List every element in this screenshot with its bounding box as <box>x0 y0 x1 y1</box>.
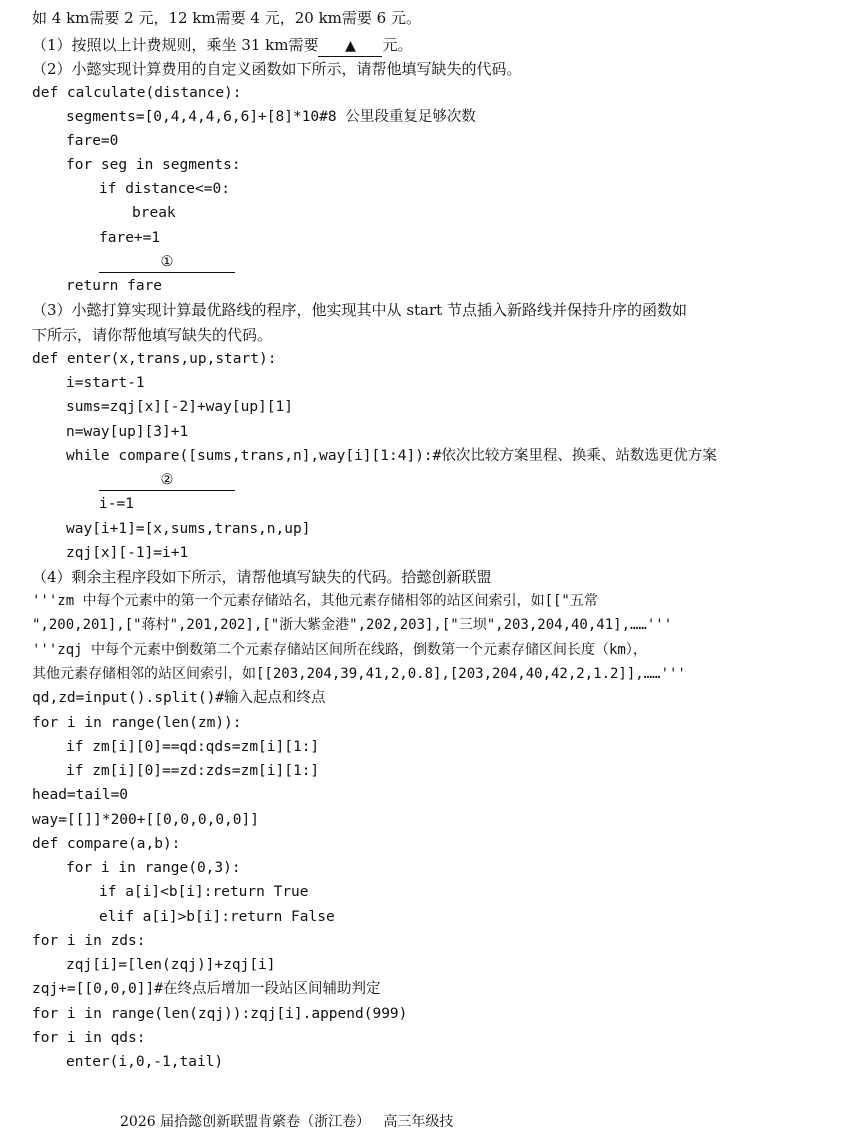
answer-blank-2[interactable] <box>99 471 235 491</box>
code-line: zqj[x][-1]=i+1 <box>66 545 189 561</box>
code-line: for seg in segments: <box>66 157 241 173</box>
code-line: n=way[up][3]+1 <box>66 424 189 440</box>
answer-blank-1[interactable] <box>99 253 235 273</box>
comment-line: '''zqj 中每个元素中倒数第二个元素存储站区间所在线路，倒数第一个元素存储区间长度（km）， <box>32 642 647 658</box>
code-line: if zm[i][0]==qd:qds=zm[i][1:] <box>66 739 320 755</box>
comment-line: '''zm 中每个元素中的第一个元素存储站名，其他元素存储相邻的站区间索引，如[["五常 <box>32 593 598 609</box>
code-line: break <box>132 205 176 221</box>
code-line: for i in qds: <box>32 1030 146 1046</box>
code-line: if a[i]<b[i]:return True <box>99 884 309 900</box>
code-line: fare=0 <box>66 133 119 149</box>
question-3-cont: 下所示，请你帮他填写缺失的代码。 <box>32 326 273 344</box>
code-line: def compare(a,b): <box>32 836 181 852</box>
answer-blank-q1[interactable] <box>318 37 382 57</box>
code-line: sums=zqj[x][-2]+way[up][1] <box>66 399 293 415</box>
code-line <box>0 468 840 492</box>
blank-marker: ▲ <box>345 38 356 54</box>
code-line: def calculate(distance): <box>32 85 242 101</box>
code-line: def enter(x,trans,up,start): <box>32 351 277 367</box>
code-line <box>0 250 840 274</box>
code-line: way[i+1]=[x,sums,trans,n,up] <box>66 521 311 537</box>
code-line: enter(i,0,-1,tail) <box>66 1054 224 1070</box>
comment-line: 其他元素存储相邻的站区间索引，如[[203,204,39,41,2,0.8],[203,204,40,42,2,1.2]],……''' <box>32 666 686 682</box>
question-1 <box>32 33 840 57</box>
question-3: （3）小懿打算实现计算最优路线的程序，他实现其中从 start 节点插入新路线并保持升序的函数如 <box>32 301 687 319</box>
code-line: for i in zds: <box>32 933 146 949</box>
footer-fade <box>476 1108 556 1136</box>
code-line: qd,zd=input().split()#输入起点和终点 <box>32 690 326 706</box>
code-line: way=[[]]*200+[[0,0,0,0,0]] <box>32 812 259 828</box>
comment-line: ",200,201],["蒋村",201,202],["浙大紫金港",202,203],["三坝",203,204,40,41],……''' <box>32 617 673 633</box>
page-footer: 2026 届拾懿创新联盟肯綮卷（浙江卷） 高三年级技 <box>120 1114 454 1130</box>
code-line: elif a[i]>b[i]:return False <box>99 909 335 925</box>
blank-number: ① <box>160 254 174 270</box>
code-line: i=start-1 <box>66 375 145 391</box>
code-line: zqj+=[[0,0,0]]#在终点后增加一段站区间辅助判定 <box>32 981 381 997</box>
code-line: for i in range(0,3): <box>66 860 241 876</box>
code-line: i-=1 <box>99 496 134 512</box>
code-line: if zm[i][0]==zd:zds=zm[i][1:] <box>66 763 320 779</box>
code-line: for i in range(len(zqj)):zqj[i].append(999) <box>32 1006 408 1022</box>
code-line: segments=[0,4,4,4,6,6]+[8]*10#8 公里段重复足够次数 <box>66 109 476 125</box>
code-line: for i in range(len(zm)): <box>32 715 242 731</box>
code-line: return fare <box>66 278 163 294</box>
code-line: if distance<=0: <box>99 181 230 197</box>
code-line: head=tail=0 <box>32 787 129 803</box>
question-1-text: （1）按照以上计费规则，乘坐 31 km需要 <box>32 36 319 54</box>
blank-number: ② <box>160 472 174 488</box>
fare-rule-line: 如 4 km需要 2 元，12 km需要 4 元，20 km需要 6 元。 <box>32 9 421 27</box>
code-line: fare+=1 <box>99 230 161 246</box>
question-1-unit: 元。 <box>382 36 413 54</box>
code-line: while compare([sums,trans,n],way[i][1:4]):#依次比较方案里程、换乘、站数选更优方案 <box>66 448 717 464</box>
question-2: （2）小懿实现计算费用的自定义函数如下所示，请帮他填写缺失的代码。 <box>32 60 522 78</box>
question-4: （4）剩余主程序段如下所示，请帮他填写缺失的代码。拾懿创新联盟 <box>32 568 492 586</box>
code-line: zqj[i]=[len(zqj)]+zqj[i] <box>66 957 276 973</box>
